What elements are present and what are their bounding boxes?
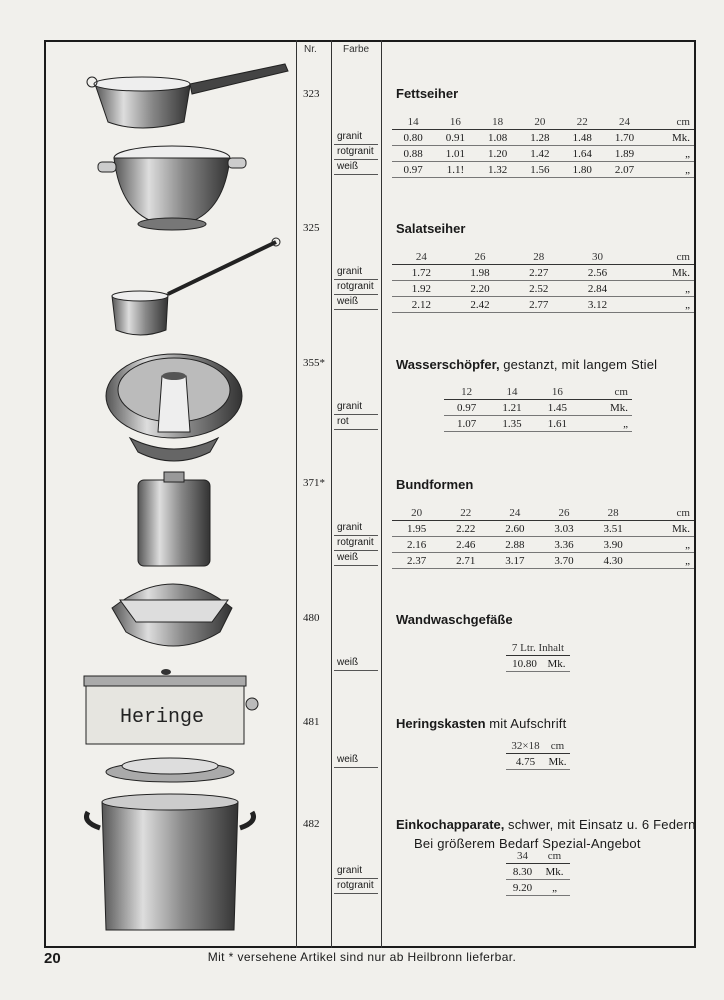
- suffix-cell: „: [580, 416, 632, 432]
- color-label: rotgranit: [334, 536, 378, 551]
- product-nr: 481: [303, 716, 320, 728]
- color-label: rotgranit: [334, 145, 378, 160]
- color-label: granit: [334, 130, 378, 145]
- price-cell: 1.35: [489, 416, 534, 432]
- unit-cell: cm: [627, 249, 694, 265]
- suffix-cell: Mk.: [580, 400, 632, 416]
- page-number: 20: [44, 950, 61, 967]
- price-cell: 1.92: [392, 281, 451, 297]
- product-note: Bei größerem Bedarf Spezial-Angebot: [414, 836, 641, 851]
- price-cell: 2.56: [568, 265, 627, 281]
- price-table: [392, 114, 694, 178]
- product-name: Fettseiher: [396, 86, 459, 101]
- price-cell: 2.27: [509, 265, 568, 281]
- price-cell: 2.71: [441, 553, 490, 569]
- wandwaschgefaess-illustration: [112, 472, 232, 646]
- color-label: granit: [334, 265, 378, 280]
- suffix-cell: „: [539, 880, 570, 896]
- size-cell: 14: [489, 384, 534, 400]
- color-label: granit: [334, 400, 378, 415]
- product-subtitle: mit Aufschrift: [489, 716, 567, 731]
- price-cell: 3.17: [490, 553, 539, 569]
- product-title: [396, 357, 657, 372]
- product-name: Wasserschöpfer,: [396, 357, 500, 372]
- bundform-illustration: [106, 354, 242, 461]
- price-table: [506, 738, 570, 770]
- unit-cell: cm: [580, 384, 632, 400]
- color-label: rotgranit: [334, 879, 378, 894]
- color-label: weiß: [334, 551, 378, 566]
- unit-cell: cm: [646, 114, 694, 130]
- product-nr: 325: [303, 222, 320, 234]
- product-nr: 480: [303, 612, 320, 624]
- header-farbe: Farbe: [343, 44, 370, 55]
- suffix-cell: „: [638, 553, 694, 569]
- color-label: granit: [334, 521, 378, 536]
- price-cell: 1.21: [489, 400, 534, 416]
- salatseiher-illustration: [98, 146, 246, 230]
- color-label: rot: [334, 415, 378, 430]
- price-cell: 2.46: [441, 537, 490, 553]
- size-cell: 34: [506, 848, 539, 864]
- price-cell: 1.07: [444, 416, 489, 432]
- price-cell: 3.03: [539, 521, 588, 537]
- size-cell: 12: [444, 384, 489, 400]
- price-cell: 1.48: [561, 130, 603, 146]
- price-cell: 0.97: [392, 162, 434, 178]
- price-cell: 1.28: [519, 130, 561, 146]
- size-cell: 16: [535, 384, 580, 400]
- color-label: weiß: [334, 160, 378, 175]
- price-table: [392, 249, 694, 313]
- price-table: [506, 848, 570, 896]
- price-cell: 2.07: [603, 162, 645, 178]
- suffix-cell: „: [627, 297, 694, 313]
- column-divider-farbe-right: [381, 40, 382, 948]
- price-cell: 1.45: [535, 400, 580, 416]
- size-cell: 24: [490, 505, 539, 521]
- size-cell: 24: [392, 249, 451, 265]
- price-cell: 0.88: [392, 146, 434, 162]
- price-cell: 10.80: [506, 656, 543, 672]
- price-cell: 2.84: [568, 281, 627, 297]
- size-cell: 14: [392, 114, 434, 130]
- size-cell: 7 Ltr. Inhalt: [506, 640, 570, 656]
- suffix-cell: „: [627, 281, 694, 297]
- size-cell: 28: [509, 249, 568, 265]
- product-illustrations: [80, 60, 290, 940]
- product-title: [396, 221, 465, 236]
- product-subtitle: gestanzt, mit langem Stiel: [503, 357, 658, 372]
- heringskasten-illustration: [84, 669, 258, 744]
- price-cell: 3.90: [589, 537, 638, 553]
- wasserschoepfer-illustration: [112, 238, 280, 335]
- price-cell: 1.32: [477, 162, 519, 178]
- size-cell: 28: [589, 505, 638, 521]
- price-table: [506, 640, 570, 656]
- suffix-cell: Mk.: [543, 656, 570, 672]
- size-cell: 32×18: [506, 738, 545, 754]
- product-name: Einkochapparate,: [396, 817, 505, 832]
- size-cell: 18: [477, 114, 519, 130]
- price-cell: 3.51: [589, 521, 638, 537]
- product-title: [396, 86, 458, 101]
- price-cell: 1.98: [451, 265, 510, 281]
- product-nr: 371*: [303, 477, 325, 489]
- price-cell: 1.56: [519, 162, 561, 178]
- product-name: Salatseiher: [396, 221, 466, 236]
- price-cell: 9.20: [506, 880, 539, 896]
- product-title: [396, 716, 566, 731]
- size-cell: 26: [539, 505, 588, 521]
- price-table: [506, 656, 570, 672]
- price-table: [444, 384, 632, 432]
- price-cell: 2.20: [451, 281, 510, 297]
- price-cell: 0.91: [434, 130, 476, 146]
- price-cell: 2.16: [392, 537, 441, 553]
- size-cell: 20: [392, 505, 441, 521]
- footnote: Mit * versehene Artikel sind nur ab Heilbronn lieferbar.: [207, 950, 517, 964]
- header-nr: Nr.: [304, 44, 317, 55]
- product-title: [396, 477, 473, 492]
- product-subtitle: schwer, mit Einsatz u. 6 Federn: [508, 817, 696, 832]
- suffix-cell: „: [638, 537, 694, 553]
- price-cell: 8.30: [506, 864, 539, 880]
- price-cell: 1.01: [434, 146, 476, 162]
- price-cell: 1.70: [603, 130, 645, 146]
- unit-cell: cm: [539, 848, 570, 864]
- price-cell: 1.89: [603, 146, 645, 162]
- size-cell: 16: [434, 114, 476, 130]
- color-label: weiß: [334, 295, 378, 310]
- price-cell: 4.75: [506, 754, 545, 770]
- price-cell: 2.12: [392, 297, 451, 313]
- suffix-cell: Mk.: [646, 130, 694, 146]
- price-table: [392, 505, 694, 569]
- product-name: Heringskasten: [396, 716, 486, 731]
- suffix-cell: Mk.: [627, 265, 694, 281]
- price-cell: 3.12: [568, 297, 627, 313]
- price-cell: 1.20: [477, 146, 519, 162]
- column-divider-nr: [296, 40, 297, 948]
- size-cell: 22: [561, 114, 603, 130]
- size-cell: 22: [441, 505, 490, 521]
- price-cell: 2.52: [509, 281, 568, 297]
- price-cell: 1.42: [519, 146, 561, 162]
- product-title: [396, 612, 513, 627]
- price-cell: 2.60: [490, 521, 539, 537]
- product-nr: 355*: [303, 357, 325, 369]
- color-label: rotgranit: [334, 280, 378, 295]
- color-label: weiß: [334, 656, 378, 671]
- price-cell: 1.72: [392, 265, 451, 281]
- size-cell: 26: [451, 249, 510, 265]
- color-label: weiß: [334, 753, 378, 768]
- price-cell: 1.61: [535, 416, 580, 432]
- product-nr: 482: [303, 818, 320, 830]
- product-name: Wandwaschgefäße: [396, 612, 513, 627]
- unit-cell: cm: [545, 738, 570, 754]
- column-divider-farbe-left: [331, 40, 332, 948]
- product-name: Bundformen: [396, 477, 474, 492]
- einkochapparat-illustration: [87, 758, 254, 930]
- price-cell: 1.95: [392, 521, 441, 537]
- size-cell: 20: [519, 114, 561, 130]
- price-cell: 3.36: [539, 537, 588, 553]
- suffix-cell: „: [646, 146, 694, 162]
- price-cell: 1.08: [477, 130, 519, 146]
- price-cell: 1.64: [561, 146, 603, 162]
- heringe-label: Heringe: [120, 706, 205, 729]
- fettseiher-illustration: [87, 64, 288, 128]
- suffix-cell: Mk.: [539, 864, 570, 880]
- size-cell: 24: [603, 114, 645, 130]
- suffix-cell: Mk.: [638, 521, 694, 537]
- price-cell: 2.88: [490, 537, 539, 553]
- color-label: granit: [334, 864, 378, 879]
- price-cell: 2.77: [509, 297, 568, 313]
- price-cell: 0.97: [444, 400, 489, 416]
- product-nr: 323: [303, 88, 320, 100]
- price-cell: 4.30: [589, 553, 638, 569]
- price-cell: 2.22: [441, 521, 490, 537]
- price-cell: 1.80: [561, 162, 603, 178]
- price-cell: 2.42: [451, 297, 510, 313]
- price-cell: 2.37: [392, 553, 441, 569]
- size-cell: 30: [568, 249, 627, 265]
- suffix-cell: Mk.: [545, 754, 570, 770]
- price-cell: 1.1!: [434, 162, 476, 178]
- suffix-cell: „: [646, 162, 694, 178]
- price-cell: 3.70: [539, 553, 588, 569]
- unit-cell: cm: [638, 505, 694, 521]
- price-cell: 0.80: [392, 130, 434, 146]
